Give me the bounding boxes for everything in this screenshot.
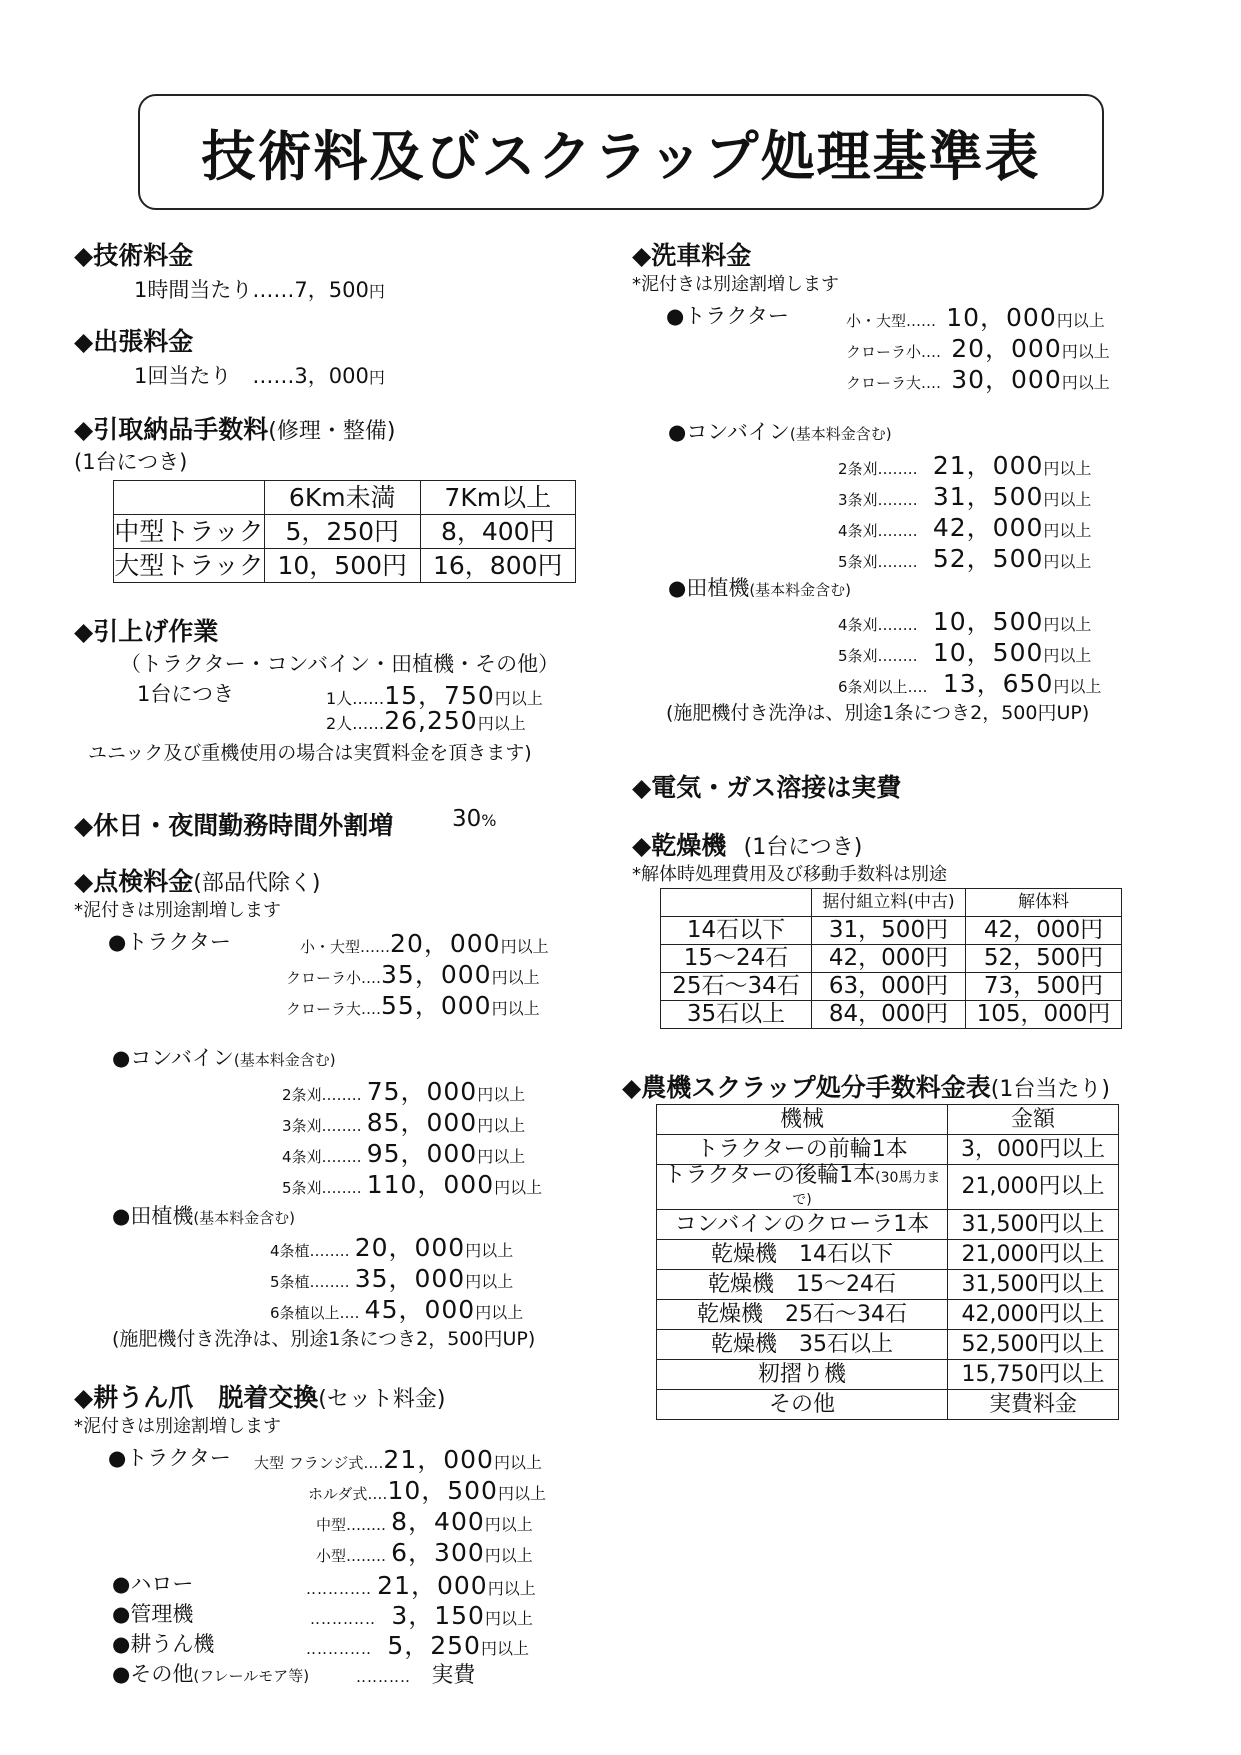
price-row: 小・大型‥‥‥ 10，000円以上 <box>846 303 1105 332</box>
lift-work-sub: （トラクター・コンバイン・田植機・その他） <box>120 652 560 676</box>
wash-combine-label: ●コンバイン(基本料金含む) <box>668 420 892 444</box>
lift-row: 1人‥‥‥15，750円以上 <box>326 681 543 710</box>
price-row: 5条刈‥‥‥‥ 110，000円以上 <box>282 1170 543 1199</box>
price-row: 6条刈以上‥‥ 13，650円以上 <box>838 669 1102 698</box>
claw-harrow-label: ●ハロー <box>112 1572 194 1596</box>
table-cell <box>114 481 265 515</box>
price-row: 3条刈‥‥‥‥ 85，000円以上 <box>282 1108 526 1137</box>
pickup-fee-table <box>113 480 576 583</box>
price-row: 5条刈‥‥‥‥ 52，500円以上 <box>838 544 1092 573</box>
table-cell <box>661 889 812 917</box>
price-row: ‥‥‥‥‥‥ 21，000円以上 <box>306 1571 536 1600</box>
table-row <box>657 1210 1119 1240</box>
table-cell: 実費料金 <box>948 1390 1119 1420</box>
table-cell: トラクターの後輪1本(30馬力まで) <box>657 1165 948 1210</box>
table-row <box>657 1270 1119 1300</box>
price-row: 5条植‥‥‥‥ 35，000円以上 <box>270 1264 514 1293</box>
holiday-surcharge-heading: ◆休日・夜間勤務時間外割増 <box>74 811 394 840</box>
price-row: ‥‥‥‥‥‥ 5，250円以上 <box>306 1631 529 1660</box>
table-cell: 21,000円以上 <box>948 1240 1119 1270</box>
table-cell: 84，000円 <box>812 1001 966 1029</box>
price-row: クローラ大‥‥ 30，000円以上 <box>846 365 1110 394</box>
table-cell: 中型トラック <box>114 515 265 549</box>
price-row: 中型‥‥‥‥ 8，400円以上 <box>316 1507 533 1536</box>
table-cell: その他 <box>657 1390 948 1420</box>
table-cell: 15,750円以上 <box>948 1360 1119 1390</box>
inspect-fee-heading: ◆点検料金(部品代除く) <box>74 867 321 896</box>
table-cell: トラクターの前輪1本 <box>657 1135 948 1165</box>
lift-work-note: ユニック及び重機使用の場合は実質料金を頂きます) <box>88 742 532 764</box>
table-row <box>661 973 1122 1001</box>
claw-cultivator-label: ●管理機 <box>112 1602 194 1626</box>
price-row: 4条植‥‥‥‥ 20，000円以上 <box>270 1233 514 1262</box>
trip-fee-heading: ◆出張料金 <box>74 327 194 356</box>
table-cell: 8，400円 <box>420 515 576 549</box>
claw-tiller-label: ●耕うん機 <box>112 1632 215 1656</box>
price-row: クローラ小‥‥ 20，000円以上 <box>846 334 1110 363</box>
dryer-table <box>660 888 1122 1029</box>
table-cell: 42，000円 <box>812 945 966 973</box>
table-cell: 10，500円 <box>265 549 421 583</box>
table-row <box>114 515 576 549</box>
page-title: 技術料及びスクラップ処理基準表 <box>201 124 1041 188</box>
table-cell: 31,500円以上 <box>948 1270 1119 1300</box>
table-row <box>657 1240 1119 1270</box>
inspect-note: *泥付きは別途割増します <box>74 900 281 921</box>
table-row <box>657 1135 1119 1165</box>
pickup-per-unit: (1台につき) <box>74 450 188 474</box>
price-row: クローラ大‥‥55，000円以上 <box>286 991 540 1020</box>
inspect-combine-label: ●コンバイン(基本料金含む) <box>112 1046 336 1070</box>
price-row: クローラ小‥‥35，000円以上 <box>286 960 540 989</box>
wash-note: *泥付きは別途割増します <box>632 274 839 295</box>
trip-fee-line: 1回当たり ‥‥‥3，000円 <box>134 364 385 388</box>
inspect-fert-note: (施肥機付き洗浄は、別途1条につき2，500円UP) <box>112 1328 536 1350</box>
table-cell: 3，000円以上 <box>948 1135 1119 1165</box>
table-cell: 5，250円 <box>265 515 421 549</box>
table-header-row <box>114 481 576 515</box>
price-row: 大型 フランジ式‥‥21，000円以上 <box>254 1445 542 1474</box>
price-row: ‥‥‥‥‥‥ 3，150円以上 <box>310 1601 533 1630</box>
price-row: 3条刈‥‥‥‥ 31，500円以上 <box>838 482 1092 511</box>
table-cell: コンバインのクローラ1本 <box>657 1210 948 1240</box>
table-cell: 解体料 <box>966 889 1122 917</box>
tech-fee-line: 1時間当たり‥‥‥7，500円 <box>134 278 385 302</box>
table-cell: 籾摺り機 <box>657 1360 948 1390</box>
table-cell: 乾燥機 15～24石 <box>657 1270 948 1300</box>
dryer-heading: ◆乾燥機 (1台につき) <box>632 831 863 860</box>
wash-fee-heading: ◆洗車料金 <box>632 241 752 270</box>
table-cell: 14石以下 <box>661 917 812 945</box>
price-row: 4条刈‥‥‥‥ 95，000円以上 <box>282 1139 526 1168</box>
price-row: 小型‥‥‥‥ 6，300円以上 <box>316 1538 533 1567</box>
lift-row: 2人‥‥‥26,250円以上 <box>326 706 526 735</box>
table-cell: 31,500円以上 <box>948 1210 1119 1240</box>
scrap-fee-table <box>656 1104 1119 1420</box>
table-row <box>657 1330 1119 1360</box>
price-row: 2条刈‥‥‥‥ 21，000円以上 <box>838 451 1092 480</box>
tech-fee-heading: ◆技術料金 <box>74 241 194 270</box>
table-cell: 21,000円以上 <box>948 1165 1119 1210</box>
table-header-row <box>661 889 1122 917</box>
price-row: 小・大型‥‥‥20，000円以上 <box>300 929 549 958</box>
table-cell: 52,500円以上 <box>948 1330 1119 1360</box>
table-cell: 乾燥機 25石～34石 <box>657 1300 948 1330</box>
table-row <box>114 549 576 583</box>
table-row <box>657 1360 1119 1390</box>
table-cell: 73，500円 <box>966 973 1122 1001</box>
wash-fert-note: (施肥機付き洗浄は、別途1条につき2，500円UP) <box>666 702 1090 724</box>
claw-tractor-label: ●トラクター <box>108 1446 231 1470</box>
wash-tractor-label: ●トラクター <box>666 304 789 328</box>
claw-other-label: ●その他(フレールモア等) <box>112 1662 310 1686</box>
table-cell: 機械 <box>657 1105 948 1135</box>
table-cell: 据付組立料(中古) <box>812 889 966 917</box>
table-cell: 35石以上 <box>661 1001 812 1029</box>
table-header-row <box>657 1105 1119 1135</box>
table-cell: 7Km以上 <box>420 481 576 515</box>
table-cell: 63，000円 <box>812 973 966 1001</box>
table-row <box>657 1300 1119 1330</box>
table-row <box>657 1165 1119 1210</box>
table-row <box>657 1390 1119 1420</box>
table-cell: 42，000円 <box>966 917 1122 945</box>
scrap-heading: ◆農機スクラップ処分手数料金表(1台当たり) <box>622 1073 1110 1102</box>
lift-work-heading: ◆引上げ作業 <box>74 617 219 646</box>
wash-planter-label: ●田植機(基本料金含む) <box>668 576 852 600</box>
table-cell: 16，800円 <box>420 549 576 583</box>
table-cell: 金額 <box>948 1105 1119 1135</box>
table-cell: 6Km未満 <box>265 481 421 515</box>
table-row <box>661 917 1122 945</box>
claw-heading: ◆耕うん爪 脱着交換(セット料金) <box>74 1383 446 1412</box>
table-cell: 31，500円 <box>812 917 966 945</box>
price-row: ホルダ式‥‥10，500円以上 <box>308 1476 546 1505</box>
claw-note: *泥付きは別途割増します <box>74 1416 281 1437</box>
table-row <box>661 945 1122 973</box>
price-row: 2条刈‥‥‥‥ 75，000円以上 <box>282 1077 526 1106</box>
table-cell: 52，500円 <box>966 945 1122 973</box>
table-cell: 15～24石 <box>661 945 812 973</box>
price-row: 4条刈‥‥‥‥ 42，000円以上 <box>838 513 1092 542</box>
lift-work-per: 1台につき <box>137 682 234 706</box>
table-cell: 25石～34石 <box>661 973 812 1001</box>
holiday-surcharge-value: 30% <box>452 806 497 832</box>
table-cell: 乾燥機 35石以上 <box>657 1330 948 1360</box>
table-cell: 乾燥機 14石以下 <box>657 1240 948 1270</box>
inspect-tractor-label: ●トラクター <box>108 930 231 954</box>
table-cell: 42,000円以上 <box>948 1300 1119 1330</box>
dryer-note: *解体時処理費用及び移動手数料は別途 <box>632 864 947 885</box>
weld-heading: ◆電気・ガス溶接は実費 <box>632 773 902 802</box>
claw-other-value: ‥‥‥‥‥ 実費 <box>356 1663 476 1688</box>
price-row: 5条刈‥‥‥‥ 10，500円以上 <box>838 638 1092 667</box>
table-cell: 大型トラック <box>114 549 265 583</box>
price-row: 4条刈‥‥‥‥ 10，500円以上 <box>838 607 1092 636</box>
inspect-planter-label: ●田植機(基本料金含む) <box>112 1204 296 1228</box>
table-row <box>661 1001 1122 1029</box>
title-box <box>138 94 1104 210</box>
price-row: 6条植以上‥‥ 45，000円以上 <box>270 1295 524 1324</box>
table-cell: 105，000円 <box>966 1001 1122 1029</box>
pickup-fee-heading: ◆引取納品手数料(修理・整備) <box>74 415 396 444</box>
